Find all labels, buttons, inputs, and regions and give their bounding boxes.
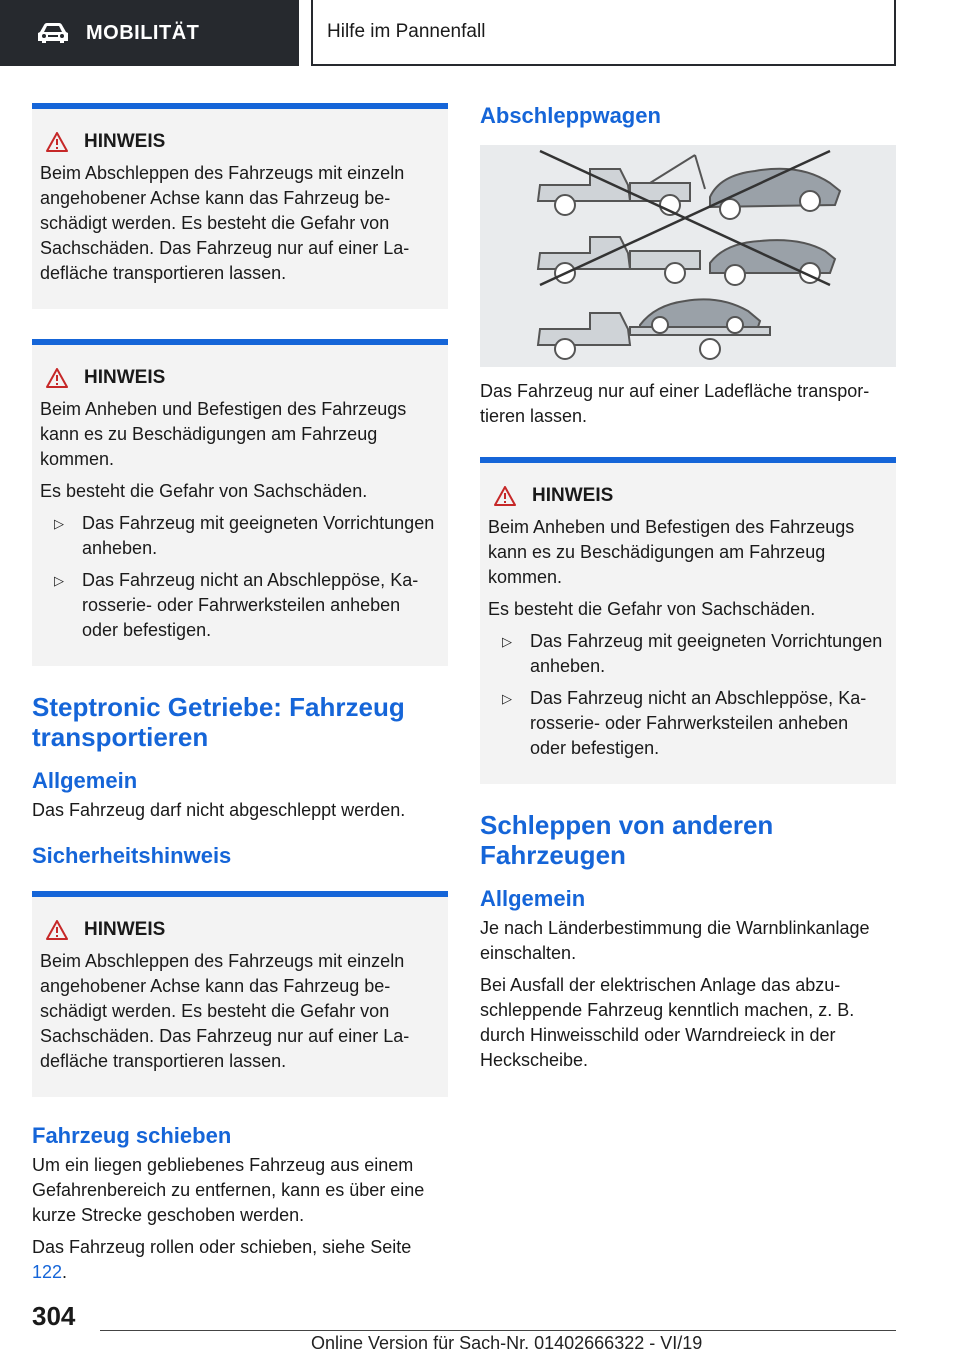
note-box <box>32 103 448 309</box>
note-text: Es besteht die Gefahr von Sachschäden. <box>40 481 368 501</box>
list-item: ▷ Das Fahrzeug nicht an Abschleppöse, Karosserie- oder Fahrwerksteilen anheben oder befestigen. <box>40 568 440 643</box>
body-text: Um ein liegen gebliebenes Fahrzeug aus einem Gefahrenbereich zu entfernen, kann es über eine kurze Strecke geschoben werden. <box>32 1155 425 1225</box>
reference-punctuation: . <box>62 1262 68 1282</box>
car-icon <box>36 22 70 44</box>
note-text: Beim Anheben und Befestigen des Fahrzeugs kann es zu Beschädigungen am Fahrzeug kommen. <box>488 517 855 587</box>
note-box <box>480 457 896 784</box>
note-text: Beim Anheben und Befestigen des Fahrzeugs kann es zu Beschädigungen am Fahrzeug kommen. <box>40 399 407 469</box>
note-title <box>40 131 440 153</box>
note-title <box>488 485 888 507</box>
body-text: Bei Ausfall der elektrischen Anlage das abzuschleppende Fahrzeug kenntlich machen, z. B. durch Hinweisschild oder Warndreieck in der Heckscheibe. <box>480 975 855 1070</box>
note-list <box>40 511 440 643</box>
body-text: Das Fahrzeug darf nicht abgeschleppt werden. <box>32 800 406 820</box>
subheading-sicherheitshinweis: Sicherheitshinweis <box>32 843 232 868</box>
subheading-abschleppwagen: Abschleppwagen <box>480 103 661 128</box>
page-reference <box>32 1235 448 1285</box>
note-title-text: HINWEIS <box>84 367 166 388</box>
tow-truck-drawing <box>480 145 896 367</box>
section-heading: Schleppen von anderen Fahrzeugen <box>480 810 774 870</box>
subheading-allgemein: Allgemein <box>480 886 586 911</box>
warning-icon <box>46 132 68 152</box>
chapter-label: Hilfe im Pannenfall <box>327 21 486 42</box>
note-title-text: HINWEIS <box>84 131 166 152</box>
list-item: ▷ Das Fahrzeug mit geeigneten Vorrichtungen anheben. <box>40 511 440 561</box>
chapter-tab <box>311 0 896 66</box>
note-box <box>32 339 448 666</box>
warning-icon <box>494 486 516 506</box>
list-item: ▷ Das Fahrzeug mit geeigneten Vorrichtungen anheben. <box>488 629 888 679</box>
warning-icon <box>46 920 68 940</box>
page-number: 304 <box>32 1301 76 1331</box>
warning-icon <box>46 368 68 388</box>
left-column <box>32 103 448 1292</box>
note-title-text: HINWEIS <box>84 919 166 940</box>
section-heading: Steptronic Getriebe: Fahrzeug transportieren <box>32 692 405 752</box>
note-title-text: HINWEIS <box>532 485 614 506</box>
note-title <box>40 367 440 389</box>
wrecker-truck-row <box>538 155 840 219</box>
body-text: Je nach Länderbestimmung die Warnblinkanlage einschalten. <box>480 918 870 963</box>
note-text: Beim Abschleppen des Fahrzeugs mit einzeln angehobener Achse kann das Fahrzeug beschädigt werden. Es besteht die Gefahr von Sachschäden. Das Fahrzeug nur auf einer Ladefläche transportieren lassen. <box>40 163 410 283</box>
page-header <box>0 0 960 66</box>
note-text: Beim Abschleppen des Fahrzeugs mit einzeln angehobener Achse kann das Fahrzeug beschädigt werden. Es besteht die Gefahr von Sachschäden. Das Fahrzeug nur auf einer Ladefläche transportieren lassen. <box>40 951 410 1071</box>
note-list <box>488 629 888 761</box>
section-tab <box>0 0 299 66</box>
subheading-allgemein: Allgemein <box>32 768 138 793</box>
page-link[interactable]: 122 <box>32 1262 63 1282</box>
note-box <box>32 891 448 1097</box>
flatbed-truck-row <box>538 299 770 359</box>
note-text: Es besteht die Gefahr von Sachschäden. <box>488 599 816 619</box>
tow-truck-illustration <box>480 145 896 367</box>
reference-text: Das Fahrzeug rollen oder schieben, siehe Seite <box>32 1237 412 1257</box>
list-item: ▷ Das Fahrzeug nicht an Abschleppöse, Karosserie- oder Fahrwerksteilen anheben oder befestigen. <box>488 686 888 761</box>
note-title <box>40 919 440 941</box>
footer-divider <box>100 1330 896 1331</box>
section-label: MOBILITÄT <box>86 21 200 44</box>
figure-caption: Das Fahrzeug nur auf einer Ladefläche transportieren lassen. <box>480 381 870 426</box>
subheading-fahrzeug-schieben: Fahrzeug schieben <box>32 1123 232 1148</box>
right-column <box>480 103 896 1080</box>
online-version-note: Online Version für Sach-Nr. 01402666322 - VI/19 <box>311 1333 703 1353</box>
lift-truck-row <box>538 237 835 285</box>
